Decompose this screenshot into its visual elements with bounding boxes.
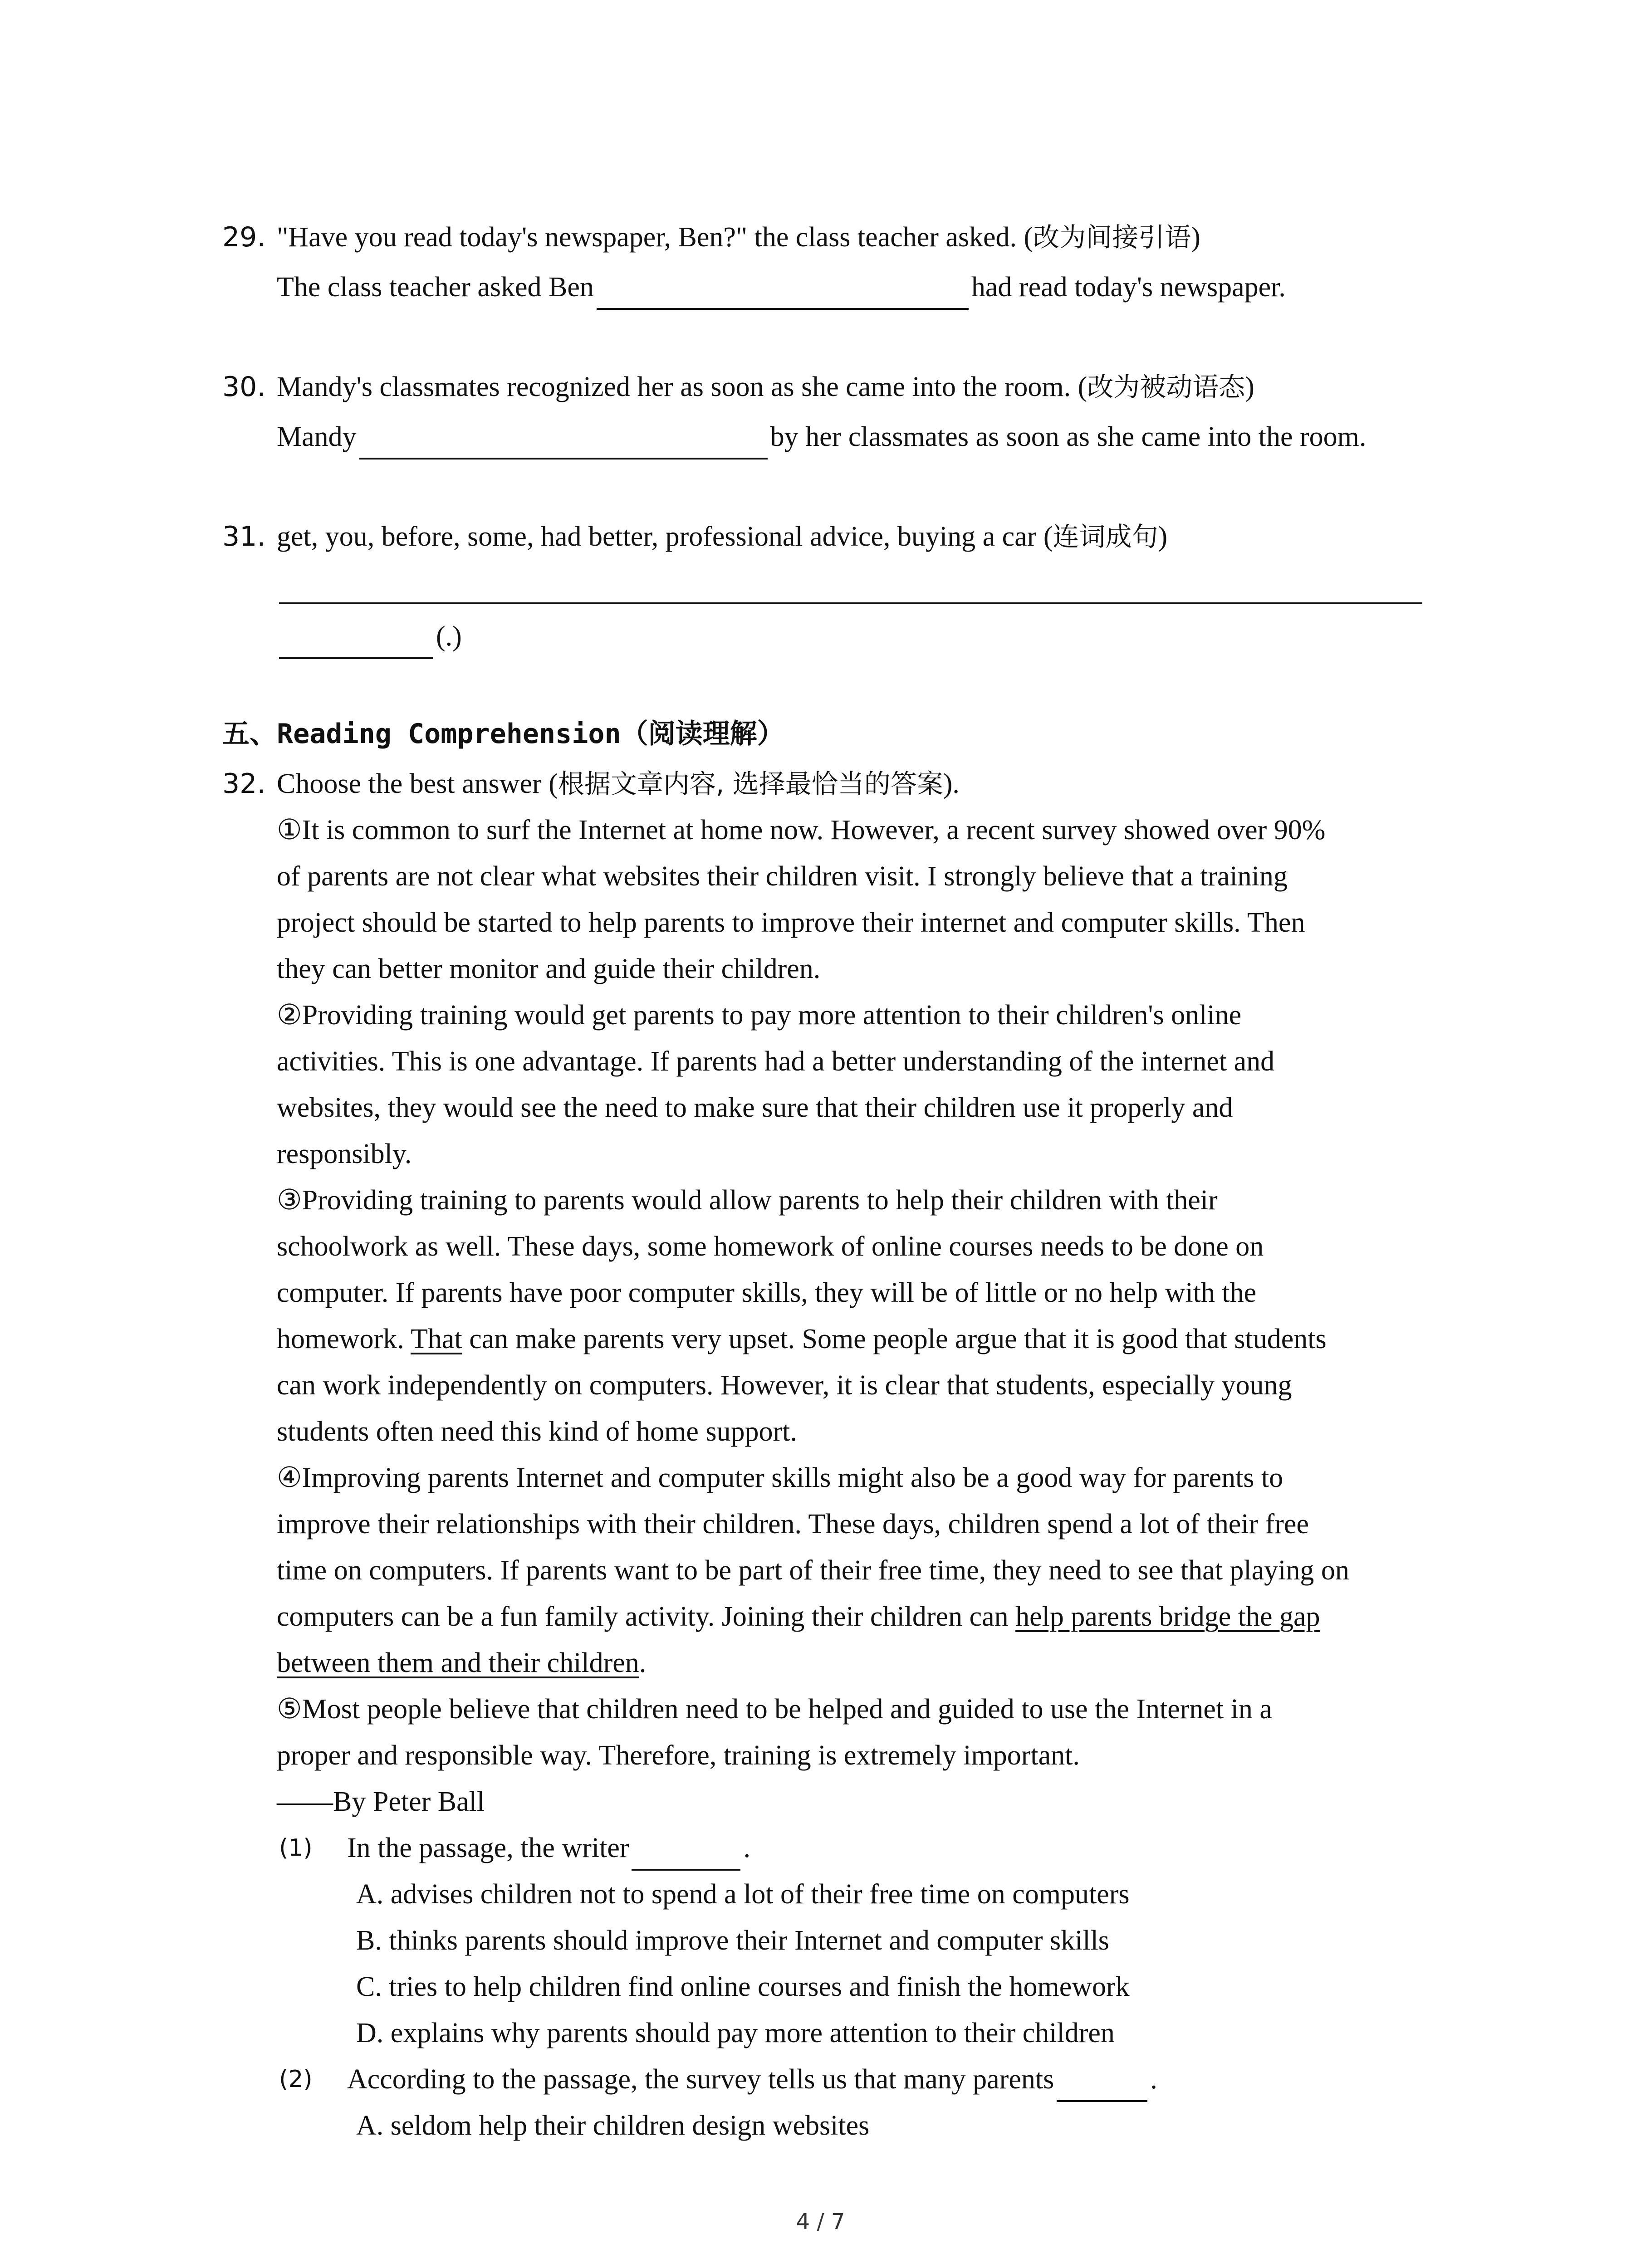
sub-question-number: (1) bbox=[279, 1834, 313, 1862]
question-29-instruction: 改为间接引语 bbox=[1033, 222, 1191, 253]
passage-line: they can better monitor and guide their children. bbox=[277, 953, 821, 984]
answer-blank-32-2[interactable] bbox=[1057, 2070, 1147, 2102]
section-heading bbox=[222, 711, 784, 757]
option-a[interactable]: A. seldom help their children design websites bbox=[356, 2110, 870, 2141]
passage-line: ①It is common to surf the Internet at home now. However, a recent survey showed over 90% bbox=[277, 815, 1326, 846]
option-a[interactable]: A. advises children not to spend a lot of their free time on computers bbox=[356, 1879, 1130, 1910]
sub-question-number: (2) bbox=[279, 2066, 313, 2093]
question-number-32: 32. bbox=[222, 768, 266, 800]
passage-line: responsibly. bbox=[277, 1139, 412, 1169]
option-b[interactable]: B. thinks parents should improve their Internet and computer skills bbox=[356, 1925, 1109, 1956]
question-29-prompt bbox=[277, 215, 1200, 260]
question-29-answer-line bbox=[277, 264, 1286, 310]
question-30-instruction: 改为被动语态 bbox=[1087, 371, 1245, 402]
answer-blank-31-b[interactable] bbox=[279, 627, 433, 659]
passage-line: of parents are not clear what websites their children visit. I strongly believe that a training bbox=[277, 861, 1288, 892]
question-30-tail: by her classmates as soon as she came into the room. bbox=[770, 421, 1367, 452]
passage-line: ②Providing training would get parents to pay more attention to their children's online bbox=[277, 1000, 1242, 1031]
passage-author: ——By Peter Ball bbox=[277, 1786, 485, 1817]
passage-line: proper and responsible way. Therefore, training is extremely important. bbox=[277, 1740, 1080, 1771]
passage-text: computers can be a fun family activity. Joining their children can bbox=[277, 1601, 1009, 1632]
question-29-paren: ) bbox=[1191, 222, 1200, 253]
passage-line: schoolwork as well. These days, some homework of online courses needs to be done on bbox=[277, 1231, 1264, 1262]
sub-question-end: . bbox=[743, 1833, 750, 1863]
question-32-intro-text: Choose the best answer ( bbox=[277, 768, 558, 799]
sub-question-end: . bbox=[1150, 2064, 1157, 2095]
page-number: 4 / 7 bbox=[796, 2209, 845, 2234]
passage-text: homework. bbox=[277, 1324, 404, 1354]
option-d[interactable]: D. explains why parents should pay more attention to their children bbox=[356, 2018, 1115, 2048]
underlined-word: That bbox=[411, 1324, 462, 1354]
question-32-intro bbox=[277, 761, 960, 807]
passage-line: improve their relationships with their children. These days, children spend a lot of their free bbox=[277, 1509, 1309, 1540]
passage-line-underlined bbox=[277, 1594, 1320, 1639]
question-31-answer-line bbox=[277, 614, 462, 659]
section-title-cn: （阅读理解） bbox=[621, 718, 784, 750]
question-31-prompt bbox=[277, 514, 1167, 559]
passage-line: computer. If parents have poor computer skills, they will be of little or no help with the bbox=[277, 1277, 1257, 1308]
question-number-30: 30. bbox=[222, 371, 266, 403]
passage-line: ⑤Most people believe that children need to be helped and guided to use the Internet in a bbox=[277, 1694, 1272, 1725]
question-29-text: "Have you read today's newspaper, Ben?" the class teacher asked. ( bbox=[277, 222, 1034, 253]
question-30-prompt bbox=[277, 364, 1254, 410]
question-number-29: 29. bbox=[222, 221, 266, 253]
answer-blank-29[interactable] bbox=[597, 278, 969, 310]
answer-line-31-a[interactable] bbox=[279, 602, 1422, 604]
question-31-end: (.) bbox=[436, 621, 462, 652]
question-30-paren: ) bbox=[1245, 371, 1254, 402]
question-32-intro-end: ). bbox=[943, 768, 960, 799]
passage-line: ③Providing training to parents would allow parents to help their children with their bbox=[277, 1185, 1218, 1216]
question-32-instruction: 根据文章内容, 选择最恰当的答案 bbox=[558, 768, 943, 799]
underlined-phrase: help parents bridge the gap bbox=[1015, 1601, 1320, 1632]
question-31-paren: ) bbox=[1158, 521, 1168, 552]
option-c[interactable]: C. tries to help children find online courses and finish the homework bbox=[356, 1971, 1130, 2002]
passage-line: websites, they would see the need to make sure that their children use it properly and bbox=[277, 1092, 1233, 1123]
answer-blank-32-1[interactable] bbox=[632, 1839, 740, 1871]
passage-line-underlined bbox=[277, 1316, 1327, 1362]
question-31-text: get, you, before, some, had better, professional advice, buying a car ( bbox=[277, 521, 1053, 552]
question-30-lead: Mandy bbox=[277, 421, 357, 452]
passage-line: ④Improving parents Internet and computer skills might also be a good way for parents to bbox=[277, 1462, 1283, 1493]
sub-question-text: In the passage, the writer bbox=[347, 1833, 629, 1863]
section-prefix: 五、 bbox=[222, 718, 277, 750]
section-title: Reading Comprehension bbox=[277, 718, 621, 750]
question-30-text: Mandy's classmates recognized her as soon as she came into the room. ( bbox=[277, 371, 1087, 402]
passage-line-underlined bbox=[277, 1640, 646, 1686]
passage-text: can make parents very upset. Some people argue that it is good that students bbox=[469, 1324, 1327, 1354]
question-29-lead: The class teacher asked Ben bbox=[277, 272, 594, 303]
passage-line: time on computers. If parents want to be part of their free time, they need to see that playing on bbox=[277, 1555, 1349, 1586]
answer-blank-30[interactable] bbox=[359, 428, 768, 459]
question-30-answer-line bbox=[277, 414, 1366, 459]
passage-line: can work independently on computers. However, it is clear that students, especially young bbox=[277, 1370, 1292, 1401]
underlined-phrase: between them and their children bbox=[277, 1647, 639, 1678]
question-31-instruction: 连词成句 bbox=[1053, 521, 1158, 552]
sub-question-2-stem bbox=[347, 2057, 1157, 2102]
passage-line: students often need this kind of home support. bbox=[277, 1416, 797, 1447]
passage-text: . bbox=[639, 1647, 647, 1678]
passage-line: activities. This is one advantage. If parents had a better understanding of the internet and bbox=[277, 1046, 1275, 1077]
sub-question-text: According to the passage, the survey tells us that many parents bbox=[347, 2064, 1054, 2095]
question-29-tail: had read today's newspaper. bbox=[971, 272, 1286, 303]
sub-question-1-stem bbox=[347, 1825, 750, 1871]
passage-line: project should be started to help parents to improve their internet and computer skills. Then bbox=[277, 907, 1305, 938]
question-number-31: 31. bbox=[222, 521, 266, 552]
